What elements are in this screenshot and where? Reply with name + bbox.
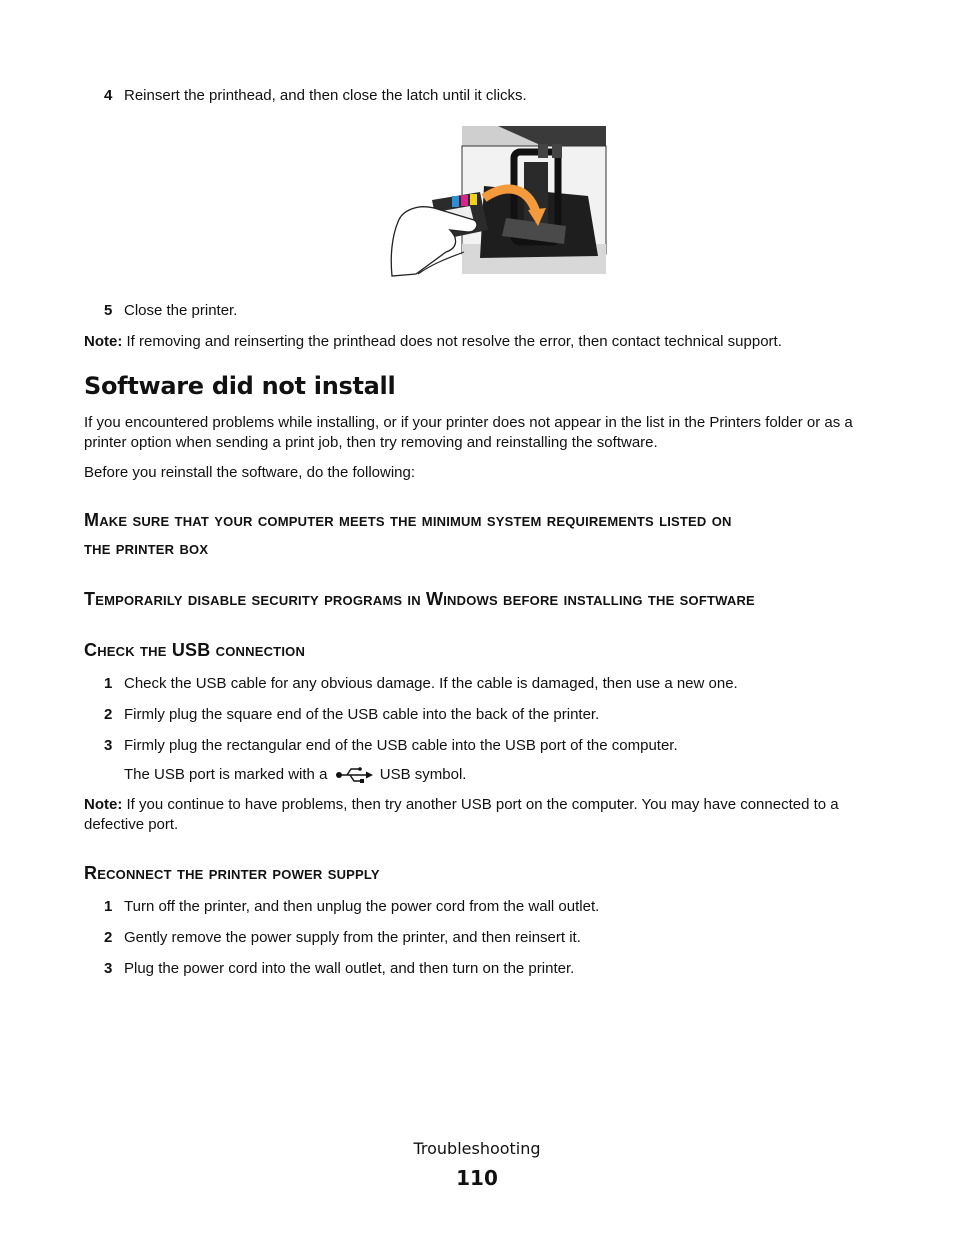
step-text: Plug the power cord into the wall outlet, and then turn on the printer. bbox=[124, 960, 575, 977]
section-title: Software did not install bbox=[84, 372, 396, 400]
step-number: 4 bbox=[104, 87, 113, 104]
step-text: Reinsert the printhead, and then close the latch until it clicks. bbox=[124, 87, 527, 104]
step-text: Gently remove the power supply from the printer, and then reinsert it. bbox=[124, 929, 581, 946]
step-5 bbox=[104, 301, 237, 321]
step-text: Firmly plug the rectangular end of the USB cable into the USB port of the computer. bbox=[124, 737, 678, 754]
step-text: Check the USB cable for any obvious damage. If the cable is damaged, then use a new one. bbox=[124, 675, 738, 692]
printhead-illustration bbox=[388, 126, 608, 278]
step-text: Firmly plug the square end of the USB cable into the back of the printer. bbox=[124, 706, 600, 723]
usb-port-text-after: USB symbol. bbox=[379, 766, 467, 783]
step-text: Close the printer. bbox=[124, 302, 238, 319]
usb-port-text-before: The USB port is marked with a bbox=[124, 766, 328, 783]
usb-port-description bbox=[124, 765, 466, 785]
step-number: 1 bbox=[104, 675, 113, 692]
power-step-2 bbox=[104, 928, 581, 948]
note-usb bbox=[84, 795, 874, 835]
note-text: If you continue to have problems, then try another USB port on the computer. You may have connected to a defective port. bbox=[84, 796, 839, 833]
step-number: 1 bbox=[104, 898, 113, 915]
subheading-disable-security: Temporarily disable security programs in Windows before installing the software bbox=[84, 589, 755, 609]
subheading-line: Make sure that your computer meets the minimum system requirements listed on bbox=[84, 510, 732, 530]
power-step-1 bbox=[104, 897, 599, 917]
power-step-3 bbox=[104, 959, 574, 979]
note-label: Note: bbox=[84, 333, 123, 350]
subheading-power-supply: Reconnect the printer power supply bbox=[84, 863, 380, 883]
page-number: 110 bbox=[456, 1166, 498, 1190]
usb-step-3 bbox=[104, 736, 678, 756]
intro-paragraph: If you encountered problems while installing, or if your printer does not appear in the list in the Printers folder or as a printer option when sending a print job, then try removing and reinstalling the software. bbox=[84, 414, 853, 451]
subheading-line: the printer box bbox=[84, 538, 209, 558]
step-number: 3 bbox=[104, 960, 113, 977]
step-number: 3 bbox=[104, 737, 113, 754]
subheading-check-usb: Check the USB connection bbox=[84, 640, 306, 660]
step-4 bbox=[104, 86, 527, 106]
step-number: 2 bbox=[104, 706, 113, 723]
note-label: Note: bbox=[84, 796, 123, 813]
usb-step-2 bbox=[104, 705, 599, 725]
before-reinstall-text: Before you reinstall the software, do the following: bbox=[84, 464, 416, 481]
note-text: If removing and reinserting the printhead does not resolve the error, then contact technical support. bbox=[122, 333, 782, 350]
footer-section-name: Troubleshooting bbox=[413, 1139, 541, 1158]
step-text: Turn off the printer, and then unplug the power cord from the wall outlet. bbox=[124, 898, 600, 915]
note-printhead bbox=[84, 332, 884, 352]
step-number: 5 bbox=[104, 302, 113, 319]
usb-symbol-icon bbox=[335, 767, 373, 783]
subheading-system-requirements bbox=[84, 506, 874, 562]
step-number: 2 bbox=[104, 929, 113, 946]
usb-step-1 bbox=[104, 674, 738, 694]
